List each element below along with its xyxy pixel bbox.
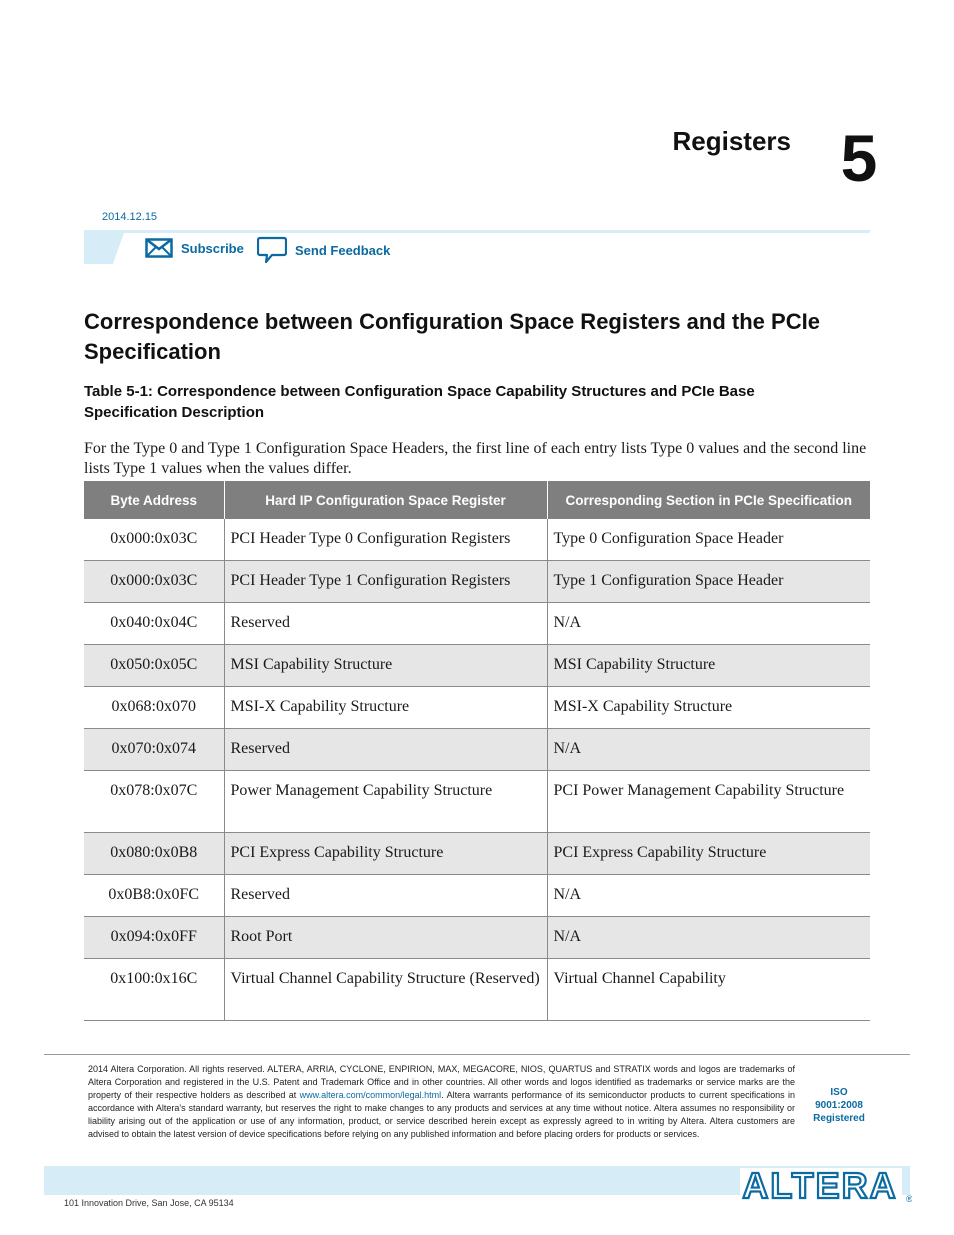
- cell-byte-address: 0x000:0x03C: [84, 561, 224, 603]
- chapter-title: Registers: [672, 126, 791, 156]
- table-row: [84, 645, 870, 687]
- cell-byte-address: 0x070:0x074: [84, 729, 224, 771]
- table-note: For the Type 0 and Type 1 Configuration Space Headers, the first line of each entry lists Type 0 values and the second line lists Type 1 values when the values differ.: [84, 440, 867, 477]
- send-feedback-link[interactable]: [257, 236, 390, 264]
- cell-spec-section: N/A: [547, 729, 870, 771]
- table-row: [84, 917, 870, 959]
- cell-register: MSI Capability Structure: [224, 645, 547, 687]
- chapter-number: 5: [840, 121, 878, 195]
- register-correspondence-table: [84, 481, 870, 1021]
- cell-byte-address: 0x080:0x0B8: [84, 833, 224, 875]
- altera-logo: [736, 1164, 912, 1211]
- cell-register: MSI-X Capability Structure: [224, 687, 547, 729]
- cell-spec-section: MSI Capability Structure: [547, 645, 870, 687]
- table-row: [84, 833, 870, 875]
- table-row: [84, 603, 870, 645]
- cell-spec-section: Type 1 Configuration Space Header: [547, 561, 870, 603]
- cell-spec-section: PCI Power Management Capability Structure: [547, 771, 870, 833]
- cell-byte-address: 0x040:0x04C: [84, 603, 224, 645]
- header-band-tab: [84, 233, 124, 264]
- cell-spec-section: Type 0 Configuration Space Header: [547, 519, 870, 561]
- subscribe-label: Subscribe: [181, 240, 244, 256]
- table-row: [84, 561, 870, 603]
- cell-byte-address: 0x050:0x05C: [84, 645, 224, 687]
- cell-byte-address: 0x100:0x16C: [84, 959, 224, 1021]
- footer-divider: [44, 1054, 910, 1055]
- table-row: [84, 875, 870, 917]
- subscribe-link[interactable]: [145, 238, 244, 258]
- iso-standard: 9001:2008: [815, 1100, 863, 1111]
- table-row: [84, 687, 870, 729]
- envelope-icon: [145, 238, 173, 258]
- table-row: [84, 771, 870, 833]
- legal-text-part2: . Altera warrants performance of its semiconductor products to current specifications in accordance with Altera's standard warranty, but reserves the right to make changes to any products and services at any time without notice. Altera assumes no responsibility or liability arising out of the application or use of any information, product, or service described herein except as expressly agreed to in writing by Altera. Altera customers are advised to obtain the latest version of device specifications before relying on any published information and before placing orders for products or services.: [88, 1090, 795, 1139]
- cell-byte-address: 0x000:0x03C: [84, 519, 224, 561]
- column-header-byte-address: Byte Address: [84, 481, 224, 519]
- cell-spec-section: N/A: [547, 603, 870, 645]
- cell-register: Virtual Channel Capability Structure (Reserved): [224, 959, 547, 1021]
- table-row: [84, 519, 870, 561]
- cell-spec-section: Virtual Channel Capability: [547, 959, 870, 1021]
- table-row: [84, 959, 870, 1021]
- iso-registered: Registered: [813, 1113, 865, 1124]
- table-header-row: [84, 481, 870, 519]
- company-address: 101 Innovation Drive, San Jose, CA 95134: [64, 1198, 234, 1208]
- table-row: [84, 729, 870, 771]
- document-date: 2014.12.15: [102, 211, 158, 223]
- cell-spec-section: N/A: [547, 875, 870, 917]
- iso-badge: [806, 1086, 872, 1125]
- legal-notice: [88, 1063, 795, 1141]
- column-header-spec-section: Corresponding Section in PCIe Specification: [547, 481, 870, 519]
- cell-spec-section: PCI Express Capability Structure: [547, 833, 870, 875]
- cell-register: Power Management Capability Structure: [224, 771, 547, 833]
- table-caption: Table 5-1: Correspondence between Configuration Space Capability Structures and PCIe Base Specification Description: [84, 383, 755, 421]
- cell-spec-section: MSI-X Capability Structure: [547, 687, 870, 729]
- cell-byte-address: 0x094:0x0FF: [84, 917, 224, 959]
- header-band-rule: [84, 230, 870, 233]
- section-heading: Correspondence between Configuration Space Registers and the PCIe Specification: [84, 309, 820, 364]
- cell-byte-address: 0x078:0x07C: [84, 771, 224, 833]
- cell-register: PCI Header Type 1 Configuration Registers: [224, 561, 547, 603]
- cell-register: PCI Express Capability Structure: [224, 833, 547, 875]
- cell-register: Reserved: [224, 875, 547, 917]
- column-header-register: Hard IP Configuration Space Register: [224, 481, 547, 519]
- legal-link[interactable]: www.altera.com/common/legal.html: [299, 1090, 442, 1100]
- svg-text:®: ®: [906, 1194, 912, 1204]
- cell-register: Reserved: [224, 729, 547, 771]
- speech-bubble-icon: [257, 236, 287, 264]
- cell-register: Reserved: [224, 603, 547, 645]
- iso-label: ISO: [830, 1087, 848, 1098]
- cell-byte-address: 0x068:0x070: [84, 687, 224, 729]
- cell-register: PCI Header Type 0 Configuration Registers: [224, 519, 547, 561]
- svg-text:ALTERA: ALTERA: [742, 1165, 898, 1206]
- cell-register: Root Port: [224, 917, 547, 959]
- cell-byte-address: 0x0B8:0x0FC: [84, 875, 224, 917]
- send-feedback-label: Send Feedback: [295, 242, 391, 258]
- cell-spec-section: N/A: [547, 917, 870, 959]
- legal-text-part1: 2014 Altera Corporation. All rights reserved. ALTERA, ARRIA, CYCLONE, ENPIRION, MAX, MEGACORE, NIOS, QUARTUS and STRATIX words and logos are trademarks of Altera Corporation and registered in the U.S. Patent and Trademark Office and in other countries. All other words and logos identified as trademarks or service marks are the property of their respective holders as described at: [88, 1064, 795, 1100]
